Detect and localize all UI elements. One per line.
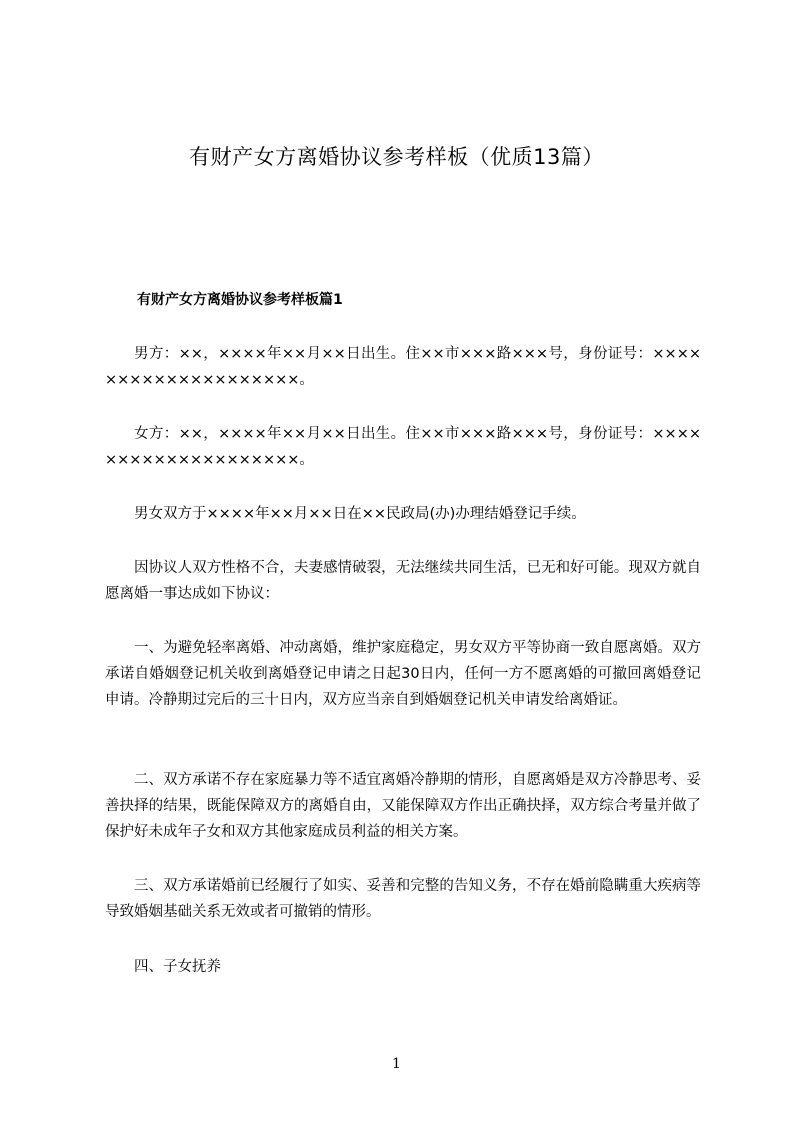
section-heading: 有财产女方离婚协议参考样板篇1 bbox=[137, 292, 343, 308]
paragraph-clause-1: 一、为避免轻率离婚、冲动离婚，维护家庭稳定，男女双方平等协商一致自愿离婚。双方承诺自婚姻登记机关收到离婚登记申请之日起30日内，任何一方不愿离婚的可撤回离婚登记申请。冷静期过完后的三十日内，双方应当亲自到婚姻登记机关申请发给离婚证。 bbox=[105, 640, 701, 708]
page-number: 1 bbox=[392, 1056, 401, 1072]
paragraph-marriage-registration: 男女双方于××××年××月××日在××民政局(办)办理结婚登记手续。 bbox=[134, 506, 586, 522]
paragraph-clause-3: 三、双方承诺婚前已经履行了如实、妥善和完整的告知义务，不存在婚前隐瞒重大疾病等导致婚姻基础关系无效或者可撤销的情形。 bbox=[105, 878, 701, 920]
paragraph-husband-info: 男方：××，××××年××月××日出生。住××市×××路×××号，身份证号：××××××××××××××××××××。 bbox=[105, 346, 701, 388]
paragraph-clause-4-heading: 四、子女抚养 bbox=[134, 959, 221, 975]
paragraph-clause-2: 二、双方承诺不存在家庭暴力等不适宜离婚冷静期的情形，自愿离婚是双方冷静思考、妥善抉择的结果，既能保障双方的离婚自由，又能保障双方作出正确抉择，双方综合考量并做了保护好未成年子女和双方其他家庭成员利益的相关方案。 bbox=[105, 772, 701, 840]
paragraph-divorce-reason: 因协议人双方性格不合，夫妻感情破裂，无法继续共同生活，已无和好可能。现双方就自愿离婚一事达成如下协议： bbox=[105, 560, 701, 602]
document-title: 有财产女方离婚协议参考样板（优质13篇） bbox=[189, 145, 604, 169]
paragraph-wife-info: 女方：××，××××年××月××日出生。住××市×××路×××号，身份证号：××××××××××××××××××××。 bbox=[105, 426, 701, 468]
